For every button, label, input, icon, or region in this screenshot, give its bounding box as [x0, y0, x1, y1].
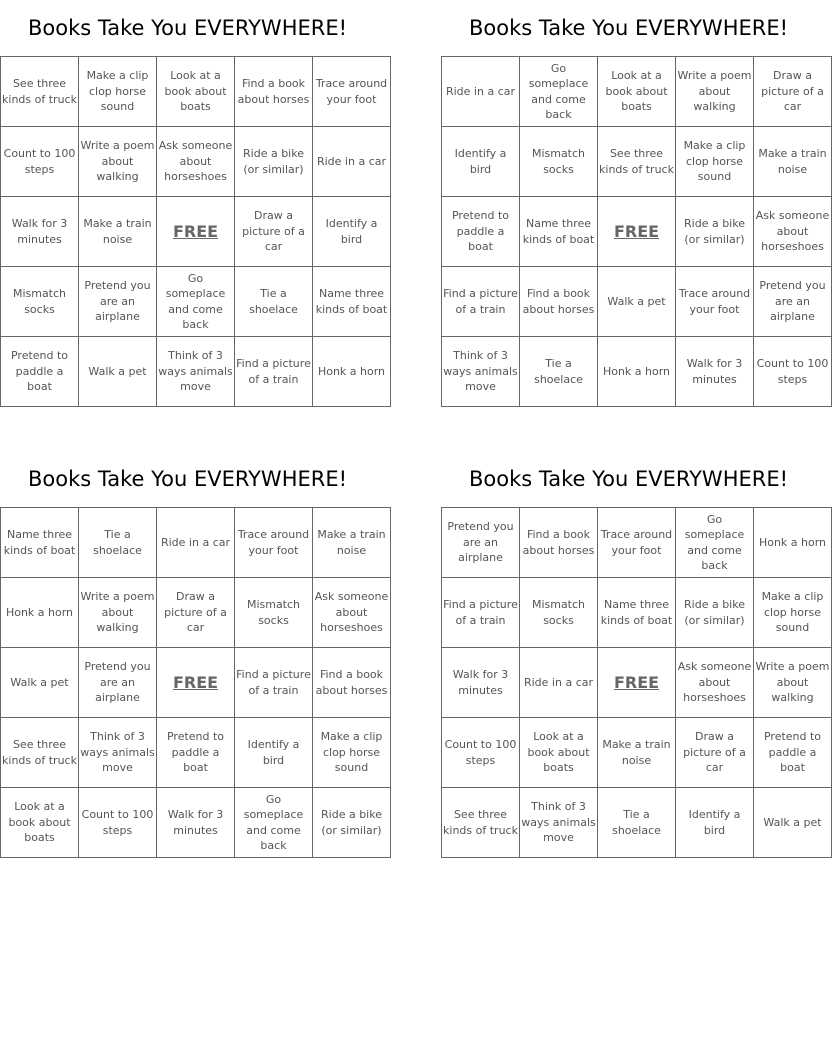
- grid-cell: Find a book about horses: [520, 267, 598, 337]
- grid-cell: Think of 3 ways animals move: [79, 718, 157, 788]
- grid-cell: Find a picture of a train: [235, 648, 313, 718]
- grid-cell: Find a picture of a train: [442, 578, 520, 648]
- grid-row: [442, 648, 832, 718]
- grid-row: [442, 578, 832, 648]
- grid-cell: Find a picture of a train: [442, 267, 520, 337]
- grid-cell: Pretend to paddle a boat: [1, 337, 79, 407]
- grid-cell: Pretend you are an airplane: [754, 267, 832, 337]
- bingo-card-2: [441, 0, 830, 407]
- bingo-card-1: [0, 0, 388, 407]
- bingo-grid: [441, 56, 832, 407]
- grid-cell: Find a picture of a train: [235, 337, 313, 407]
- grid-cell: Pretend you are an airplane: [79, 267, 157, 337]
- grid-cell: Find a book about horses: [313, 648, 391, 718]
- grid-cell: Ride in a car: [157, 508, 235, 578]
- grid-cell: Look at a book about boats: [157, 57, 235, 127]
- grid-cell: Ride a bike (or similar): [676, 197, 754, 267]
- grid-cell: Make a train noise: [598, 718, 676, 788]
- grid-cell: Make a clip clop horse sound: [676, 127, 754, 197]
- grid-cell: Count to 100 steps: [754, 337, 832, 407]
- grid-cell: Write a poem about walking: [79, 127, 157, 197]
- grid-cell: Name three kinds of boat: [1, 508, 79, 578]
- grid-cell: Honk a horn: [313, 337, 391, 407]
- grid-row: [442, 788, 832, 858]
- grid-cell: Ride in a car: [520, 648, 598, 718]
- grid-cell: Trace around your foot: [598, 508, 676, 578]
- grid-cell: Name three kinds of boat: [520, 197, 598, 267]
- grid-cell: Honk a horn: [754, 508, 832, 578]
- grid-cell: Go someplace and come back: [235, 788, 313, 858]
- grid-cell: Make a train noise: [79, 197, 157, 267]
- grid-cell: Write a poem about walking: [754, 648, 832, 718]
- grid-cell: Look at a book about boats: [598, 57, 676, 127]
- bingo-grid: [0, 56, 391, 407]
- grid-cell: Pretend you are an airplane: [442, 508, 520, 578]
- grid-cell: Ask someone about horseshoes: [676, 648, 754, 718]
- bingo-card-4: [441, 451, 830, 858]
- grid-row: [1, 57, 391, 127]
- grid-cell: Trace around your foot: [235, 508, 313, 578]
- grid-cell: Walk for 3 minutes: [1, 197, 79, 267]
- grid-cell: Walk a pet: [598, 267, 676, 337]
- grid-cell: Count to 100 steps: [442, 718, 520, 788]
- grid-cell: Make a clip clop horse sound: [754, 578, 832, 648]
- grid-cell: Trace around your foot: [313, 57, 391, 127]
- grid-cell: Honk a horn: [1, 578, 79, 648]
- grid-cell: Tie a shoelace: [520, 337, 598, 407]
- grid-cell: Walk for 3 minutes: [442, 648, 520, 718]
- bingo-grid: [0, 507, 391, 858]
- grid-row: [1, 648, 391, 718]
- grid-row: [1, 127, 391, 197]
- grid-cell: Write a poem about walking: [79, 578, 157, 648]
- grid-cell: Think of 3 ways animals move: [157, 337, 235, 407]
- grid-cell: Look at a book about boats: [520, 718, 598, 788]
- grid-row: [1, 718, 391, 788]
- grid-cell: Identify a bird: [676, 788, 754, 858]
- grid-row: [442, 337, 832, 407]
- grid-row: [1, 197, 391, 267]
- grid-cell: See three kinds of truck: [598, 127, 676, 197]
- grid-cell: Tie a shoelace: [598, 788, 676, 858]
- grid-cell: Ride a bike (or similar): [676, 578, 754, 648]
- free-space: FREE: [157, 197, 235, 267]
- grid-cell: Walk for 3 minutes: [157, 788, 235, 858]
- grid-cell: Count to 100 steps: [1, 127, 79, 197]
- grid-cell: Look at a book about boats: [1, 788, 79, 858]
- grid-cell: Walk a pet: [1, 648, 79, 718]
- grid-cell: Ride a bike (or similar): [313, 788, 391, 858]
- grid-cell: Walk a pet: [79, 337, 157, 407]
- grid-cell: Identify a bird: [313, 197, 391, 267]
- card-title: Books Take You EVERYWHERE!: [468, 467, 789, 491]
- grid-cell: Make a train noise: [754, 127, 832, 197]
- grid-cell: Mismatch socks: [520, 578, 598, 648]
- grid-cell: Draw a picture of a car: [676, 718, 754, 788]
- grid-cell: Identify a bird: [235, 718, 313, 788]
- grid-cell: Pretend to paddle a boat: [754, 718, 832, 788]
- card-title: Books Take You EVERYWHERE!: [468, 16, 789, 40]
- grid-cell: Go someplace and come back: [676, 508, 754, 578]
- grid-cell: See three kinds of truck: [1, 718, 79, 788]
- grid-cell: Walk for 3 minutes: [676, 337, 754, 407]
- free-space: FREE: [157, 648, 235, 718]
- grid-row: [442, 718, 832, 788]
- grid-cell: Think of 3 ways animals move: [442, 337, 520, 407]
- grid-cell: Draw a picture of a car: [157, 578, 235, 648]
- grid-cell: Name three kinds of boat: [598, 578, 676, 648]
- card-title: Books Take You EVERYWHERE!: [27, 16, 348, 40]
- grid-row: [442, 267, 832, 337]
- grid-row: [1, 788, 391, 858]
- grid-row: [442, 127, 832, 197]
- bingo-grid: [441, 507, 832, 858]
- grid-cell: Mismatch socks: [235, 578, 313, 648]
- grid-cell: Ask someone about horseshoes: [313, 578, 391, 648]
- grid-row: [442, 197, 832, 267]
- grid-cell: Write a poem about walking: [676, 57, 754, 127]
- grid-cell: Draw a picture of a car: [754, 57, 832, 127]
- free-space: FREE: [598, 197, 676, 267]
- grid-cell: Make a train noise: [313, 508, 391, 578]
- grid-row: [1, 508, 391, 578]
- grid-cell: Tie a shoelace: [235, 267, 313, 337]
- grid-cell: Walk a pet: [754, 788, 832, 858]
- grid-row: [1, 578, 391, 648]
- grid-cell: Trace around your foot: [676, 267, 754, 337]
- grid-cell: Identify a bird: [442, 127, 520, 197]
- card-title: Books Take You EVERYWHERE!: [27, 467, 348, 491]
- grid-cell: See three kinds of truck: [1, 57, 79, 127]
- grid-row: [1, 337, 391, 407]
- grid-cell: Ask someone about horseshoes: [157, 127, 235, 197]
- grid-cell: Ride in a car: [313, 127, 391, 197]
- grid-cell: See three kinds of truck: [442, 788, 520, 858]
- grid-cell: Ask someone about horseshoes: [754, 197, 832, 267]
- grid-cell: Draw a picture of a car: [235, 197, 313, 267]
- grid-row: [442, 57, 832, 127]
- grid-cell: Pretend to paddle a boat: [157, 718, 235, 788]
- grid-cell: Mismatch socks: [520, 127, 598, 197]
- grid-cell: Think of 3 ways animals move: [520, 788, 598, 858]
- grid-row: [1, 267, 391, 337]
- grid-cell: Find a book about horses: [235, 57, 313, 127]
- bingo-card-3: [0, 451, 389, 858]
- grid-cell: Find a book about horses: [520, 508, 598, 578]
- free-space: FREE: [598, 648, 676, 718]
- grid-cell: Tie a shoelace: [79, 508, 157, 578]
- grid-row: [442, 508, 832, 578]
- grid-cell: Ride a bike (or similar): [235, 127, 313, 197]
- grid-cell: Mismatch socks: [1, 267, 79, 337]
- grid-cell: Make a clip clop horse sound: [79, 57, 157, 127]
- grid-cell: Make a clip clop horse sound: [313, 718, 391, 788]
- grid-cell: Go someplace and come back: [520, 57, 598, 127]
- grid-cell: Count to 100 steps: [79, 788, 157, 858]
- grid-cell: Pretend to paddle a boat: [442, 197, 520, 267]
- grid-cell: Ride in a car: [442, 57, 520, 127]
- grid-cell: Go someplace and come back: [157, 267, 235, 337]
- grid-cell: Name three kinds of boat: [313, 267, 391, 337]
- grid-cell: Pretend you are an airplane: [79, 648, 157, 718]
- grid-cell: Honk a horn: [598, 337, 676, 407]
